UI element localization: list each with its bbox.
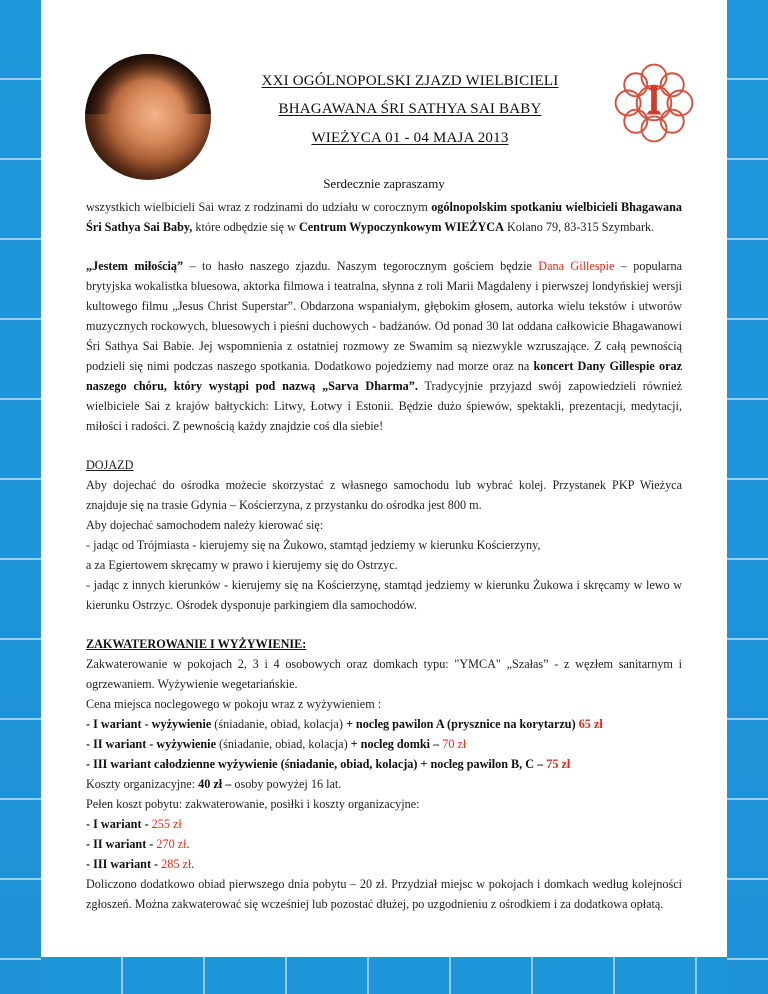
lodging-heading: ZAKWATEROWANIE I WYŻYWIENIE: — [86, 637, 307, 651]
total-2: - II wariant - 270 zł. — [86, 837, 190, 851]
variant-1: - I wariant - wyżywienie (śniadanie, obiad, kolacja) + nocleg pawilon A (prysznice na korytarzu) 65 zł — [86, 717, 603, 731]
organization-fee: Koszty organizacyjne: 40 zł – osoby powyżej 16 lat. — [86, 777, 342, 791]
total-1: - I wariant - 255 zł — [86, 817, 182, 831]
travel-heading: DOJAZD — [86, 458, 134, 472]
variant-3: - III wariant całodzienne wyżywienie (śniadanie, obiad, kolacja) + nocleg pawilon B, C – 75 zł — [86, 757, 571, 771]
about-paragraph: „Jestem miłością” – to hasło naszego zjazdu. Naszym tegorocznym gościem będzie Dana Gillespie – popularna brytyjska wokalistka bluesowa, aktorka filmowa i teatralna, słynna z roli Marii Magdaleny i pierwszej londyńskiej wersji kultowego filmu „Jesus Christ Superstar”. Obdarzona wspaniałym, głębokim głosem, autorka wielu tekstów i utworów muzycznych rockowych, bluesowych i pieśni duchowych - badżanów. Od ponad 30 lat oddana całkowicie Bhagawanowi Śri Sathya Sai Babie. Jej wspomnienia z ostatniej rozmowy ze Swamim są niezwykle wzruszające. Z całą pewnością podzieli się nimi podczas naszego spotkania. Dodatkowo pojedziemy nad morze oraz na koncert Dany Gillespie oraz naszego chóru, który wystąpi pod nazwą „Sarva Dharma”. Tradycyjnie przyjazd swój zapowiedzieli również wielbiciele Sai z krajów bałtyckich: Litwy, Łotwy i Estonii. Będzie dużo śpiewów, spektakli, prezentacji, medytacji, miłości i radości. Z pewnością każdy znajdzie coś dla siebie! — [86, 259, 683, 433]
lodging-section: ZAKWATEROWANIE I WYŻYWIENIE: Zakwaterowanie w pokojach 2, 3 i 4 osobowych oraz domkach typu: "YMCA" „Szałas” - z węzłem sanitarnym i ogrzewaniem. Wyżywienie wegetariańskie. Cena miejsca noclegowego w pokoju wraz z wyżywieniem : - I wariant - wyżywienie (śniadanie, obiad, kolacja) + nocleg pawilon A (prysznice na korytarzu) 65 zł - II wariant - wyżywienie (śniadanie, obiad, kolacja) + nocleg domki – 70 zł - III wariant całodzienne wyżywienie (śniadanie, obiad, kolacja) + nocleg pawilon B, C – 75 zł Koszty organizacyjne: 40 zł – osoby powyżej 16 lat. Pełen koszt pobytu: zakwaterowanie, posiłki i koszty organizacyjne: - I wariant - 255 zł - II wariant - 270 zł. - III wariant - 285 zł. Doliczono dodatkowo obiad pierwszego dnia pobytu – 20 zł. Przydział miejsc w pokojach i domkach według kolejności zgłoszeń. Można zakwaterować się wcześniej lub pozostać dłużej, po uzgodnieniu z ośrodkiem i za dodatkowa opłatą. — [86, 634, 682, 914]
decorative-border-bottom — [41, 957, 727, 994]
total-3: - III wariant - 285 zł. — [86, 857, 195, 871]
intro-paragraph: wszystkich wielbicieli Sai wraz z rodzinami do udziału w corocznym ogólnopolskim spotkaniu wielbicieli Bhagawana Śri Sathya Sai Baby, które odbędzie się w Centrum Wypoczynkowym WIEŻYCA Kolano 79, 83-315 Szymbark. — [86, 200, 682, 234]
travel-section: DOJAZD Aby dojechać do ośrodka możecie skorzystać z własnego samochodu lub wybrać kolej. Przystanek PKP Wieżyca znajduje się na trasie Gdynia – Kościerzyna, z przystanku do ośrodka jest 800 m. Aby dojechać samochodem należy kierować się: - jadąc od Trójmiasta - kierujemy się na Żukowo, stamtąd jedziemy w kierunku Kościerzyny, a za Egiertowem skręcamy w prawo i kierujemy się do Ostrzyc. - jadąc z innych kierunków - kierujemy się na Kościerzynę, stamtąd jedziemy w kierunku Żukowa i skręcamy w lewo w kierunku Ostrzyc. Ośrodek dysponuje parkingiem dla samochodów. — [86, 455, 682, 615]
title-line-2: BHAGAWANA ŚRI SATHYA SAI BABY — [278, 101, 542, 117]
greeting: Serdecznie zapraszamy — [323, 176, 445, 191]
document-body — [86, 197, 682, 914]
decorative-border-left — [0, 0, 41, 994]
title-line-3: WIEŻYCA 01 - 04 MAJA 2013 — [311, 130, 509, 146]
decorative-border-right — [727, 0, 768, 994]
title-line-1: XXI OGÓLNOPOLSKI ZJAZD WIELBICIELI — [261, 73, 559, 89]
variant-2: - II wariant - wyżywienie (śniadanie, obiad, kolacja) + nocleg domki – 70 zł — [86, 737, 467, 751]
